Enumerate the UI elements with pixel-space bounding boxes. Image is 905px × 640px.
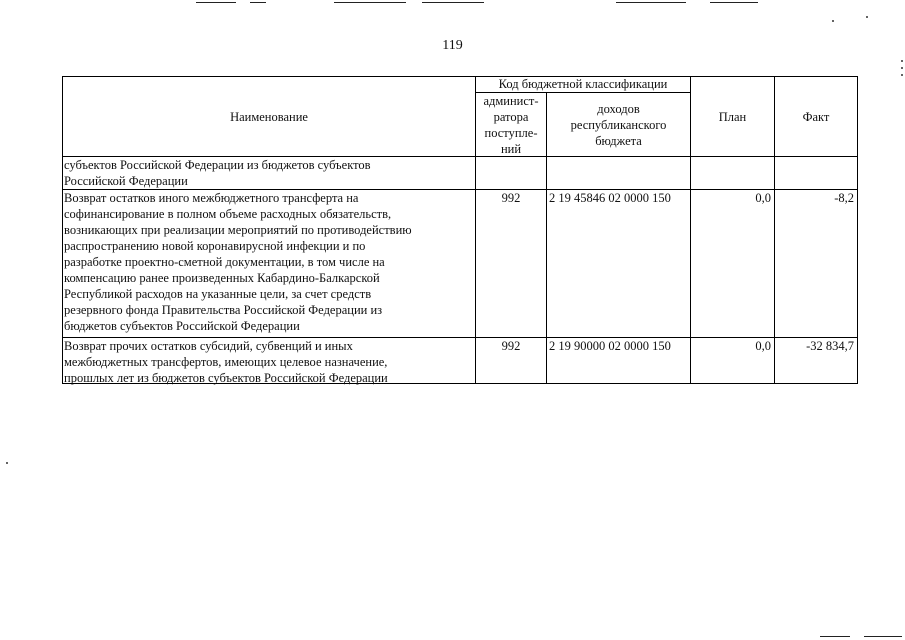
scan-artifact-line bbox=[710, 2, 758, 3]
header-group-text: Код бюджетной классификации bbox=[498, 77, 668, 91]
header-admin-line: ний bbox=[500, 142, 522, 156]
header-income-line: бюджета bbox=[595, 133, 642, 148]
header-income-line: доходов bbox=[597, 101, 640, 116]
scan-artifact-line bbox=[422, 2, 484, 3]
row-name-line: прошлых лет из бюджетов субъектов Российской Федерации bbox=[64, 371, 388, 385]
scan-artifact-line bbox=[616, 2, 686, 3]
row-admin-code: 992 bbox=[501, 339, 521, 353]
header-group-budget-classification bbox=[476, 76, 690, 92]
row-plan-value: 0,0 bbox=[755, 339, 771, 353]
scan-artifact-dot bbox=[6, 462, 8, 464]
row-name-line: разработке проектно-сметной документации, в том числе на bbox=[64, 255, 385, 269]
row-budget-code: 2 19 45846 02 0000 150 bbox=[549, 191, 671, 205]
scan-artifact-line bbox=[196, 2, 236, 3]
header-income bbox=[547, 93, 690, 156]
scan-artifact-line bbox=[864, 636, 902, 637]
row-admin-code: 992 bbox=[501, 191, 521, 205]
row-name-line: Российской Федерации bbox=[64, 174, 188, 188]
row-fact-value: -32 834,7 bbox=[806, 339, 854, 353]
row-name-line: распространению новой коронавирусной инфекции и по bbox=[64, 239, 366, 253]
row-name-line: Возврат прочих остатков субсидий, субвенций и иных bbox=[64, 339, 353, 353]
row-name-line: Республикой расходов на указанные цели, за счет средств bbox=[64, 287, 372, 301]
row-name-line: субъектов Российской Федерации из бюджетов субъектов bbox=[64, 158, 371, 172]
budget-table bbox=[62, 76, 858, 384]
header-name bbox=[63, 77, 475, 156]
header-plan bbox=[691, 77, 774, 156]
row-fact-value: -8,2 bbox=[834, 191, 854, 205]
table-row-name bbox=[64, 190, 474, 334]
row-budget-code: 2 19 90000 02 0000 150 bbox=[549, 339, 671, 353]
scan-artifact-line bbox=[250, 2, 266, 3]
row-name-line: резервного фонда Правительства Российской Федерации из bbox=[64, 303, 383, 317]
row-name-line: компенсацию ранее произведенных Кабардино-Балкарской bbox=[64, 271, 380, 285]
scan-artifact-line bbox=[334, 2, 406, 3]
header-fact bbox=[775, 77, 857, 156]
scan-artifact-dot bbox=[866, 16, 868, 18]
header-admin-line: админист- bbox=[483, 94, 539, 108]
header-admin-line: поступле- bbox=[484, 126, 538, 140]
scan-artifact-dot bbox=[832, 20, 834, 22]
page-number: 119 bbox=[442, 38, 463, 53]
row-plan-value: 0,0 bbox=[755, 191, 771, 205]
scan-artifact-line bbox=[820, 636, 850, 637]
row-name-line: возникающих при реализации мероприятий по противодействию bbox=[64, 223, 412, 237]
header-name-text: Наименование bbox=[230, 109, 308, 124]
scan-artifact-dot bbox=[901, 74, 903, 76]
header-plan-text: План bbox=[718, 109, 747, 124]
table-border-right bbox=[857, 76, 858, 384]
header-fact-text: Факт bbox=[802, 109, 830, 124]
header-admin bbox=[476, 93, 546, 157]
row-name-line: Возврат остатков иного межбюджетного трансферта на bbox=[64, 191, 359, 205]
row-name-line: софинансирование в полном объеме расходных обязательств, bbox=[64, 207, 392, 221]
row-name-line: межбюджетных трансфертов, имеющих целевое назначение, bbox=[64, 355, 388, 369]
table-row-name bbox=[64, 157, 474, 189]
table-row-name bbox=[64, 338, 474, 386]
row-name-line: бюджетов субъектов Российской Федерации bbox=[64, 319, 300, 333]
header-income-line: республиканского bbox=[570, 117, 667, 132]
header-admin-line: ратора bbox=[493, 110, 529, 124]
scan-artifact-dot bbox=[901, 60, 903, 62]
scan-artifact-dot bbox=[901, 67, 903, 69]
